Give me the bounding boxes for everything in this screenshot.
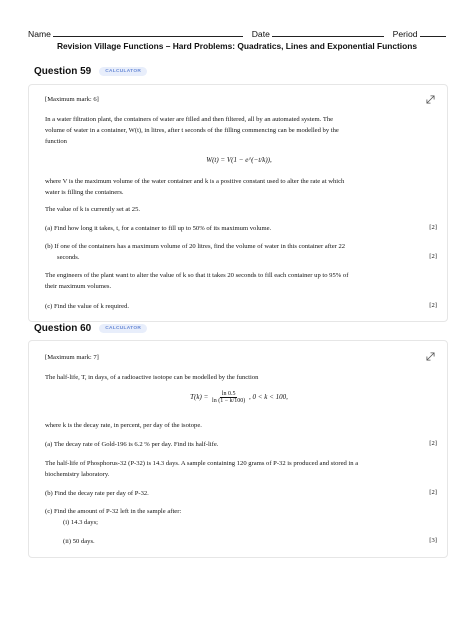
q60-part-c-mark: [3] bbox=[429, 537, 437, 544]
q60-equation-condition: , 0 < k < 100, bbox=[249, 393, 288, 402]
q60-equation-denominator: ln (1 − k/100) bbox=[212, 398, 246, 404]
document-title: Revision Village Functions – Hard Problems: Quadratics, Lines and Exponential Functions bbox=[56, 41, 418, 51]
name-label: Name bbox=[28, 29, 51, 39]
date-label: Date bbox=[251, 29, 270, 39]
question-59-header bbox=[34, 66, 147, 77]
question-59-card bbox=[28, 84, 448, 322]
expand-icon[interactable] bbox=[426, 95, 435, 104]
header-line bbox=[28, 29, 458, 39]
q59-part-c: (c) Find the value of k required. bbox=[45, 303, 130, 310]
q60-equation-lhs: T(k) = bbox=[190, 393, 209, 402]
q60-p32-line-1: The half-life of Phosphorus-32 (P-32) is 14.3 days. A sample containing 120 grams of P-32 is produced and stored in a bbox=[45, 460, 359, 467]
max-mark: [Maximum mark: 7] bbox=[45, 354, 99, 361]
q59-equation: W(t) = V(1 − e^(−t/k)), bbox=[206, 156, 272, 164]
q60-part-a-mark: [2] bbox=[429, 440, 437, 447]
name-blank[interactable] bbox=[53, 29, 243, 37]
question-60-title: Question 60 bbox=[34, 323, 92, 334]
q60-part-a: (a) The decay rate of Gold-196 is 6.2 % per day. Find its half-life. bbox=[45, 441, 219, 448]
question-59-title: Question 59 bbox=[34, 66, 92, 77]
q60-equation bbox=[29, 391, 449, 404]
period-label: Period bbox=[392, 29, 418, 39]
q59-intro-line-2: volume of water in a container, W(t), in litres, after t seconds of the filling commencing can be modelled by the bbox=[45, 127, 339, 134]
q59-engineers-line-2: their maximum volumes. bbox=[45, 283, 112, 290]
q59-part-b-mark: [2] bbox=[429, 253, 437, 260]
q59-part-b-line-2: seconds. bbox=[57, 254, 80, 261]
q59-where-line-1: where V is the maximum volume of the water container and k is a positive constant used to alter the rate at which bbox=[45, 178, 345, 185]
q59-part-b-line-1: (b) If one of the containers has a maximum volume of 20 litres, find the volume of water in this container after 22 bbox=[45, 243, 346, 250]
q60-intro: The half-life, T, in days, of a radioactive isotope can be modelled by the function bbox=[45, 374, 259, 381]
question-60-card bbox=[28, 340, 448, 558]
q59-part-a-mark: [2] bbox=[429, 224, 437, 231]
q59-part-a: (a) Find how long it takes, t, for a container to fill up to 50% of its maximum volume. bbox=[45, 225, 272, 232]
q60-part-c-i: (i) 14.3 days; bbox=[63, 519, 98, 526]
q59-engineers-line-1: The engineers of the plant want to alter the value of k so that it takes 20 seconds to fill each container up to 95% of bbox=[45, 272, 349, 279]
q59-part-c-mark: [2] bbox=[429, 302, 437, 309]
q60-part-c-ii: (ii) 50 days. bbox=[63, 538, 95, 545]
calculator-badge: CALCULATOR bbox=[99, 67, 147, 76]
date-blank[interactable] bbox=[272, 29, 384, 37]
q59-intro-line-1: In a water filtration plant, the containers of water are filled and then filtered, all by an automated system. The bbox=[45, 116, 334, 123]
q59-where-line-2: water is filling the containers. bbox=[45, 189, 124, 196]
expand-icon[interactable] bbox=[426, 352, 435, 361]
q60-part-b-mark: [2] bbox=[429, 489, 437, 496]
q60-part-b: (b) Find the decay rate per day of P-32. bbox=[45, 490, 149, 497]
q60-where: where k is the decay rate, in percent, per day of the isotope. bbox=[45, 422, 202, 429]
calculator-badge: CALCULATOR bbox=[99, 324, 147, 333]
max-mark: [Maximum mark: 6] bbox=[45, 96, 99, 103]
q60-part-c: (c) Find the amount of P-32 left in the sample after: bbox=[45, 508, 182, 515]
period-blank[interactable] bbox=[420, 29, 446, 37]
q59-intro-line-3: function bbox=[45, 138, 67, 145]
q60-p32-line-2: biochemistry laboratory. bbox=[45, 471, 110, 478]
q60-equation-fraction bbox=[210, 391, 247, 404]
q60-equation-numerator: ln 0.5 bbox=[221, 391, 236, 397]
question-60-header bbox=[34, 323, 147, 334]
q59-k-value: The value of k is currently set at 25. bbox=[45, 206, 141, 213]
